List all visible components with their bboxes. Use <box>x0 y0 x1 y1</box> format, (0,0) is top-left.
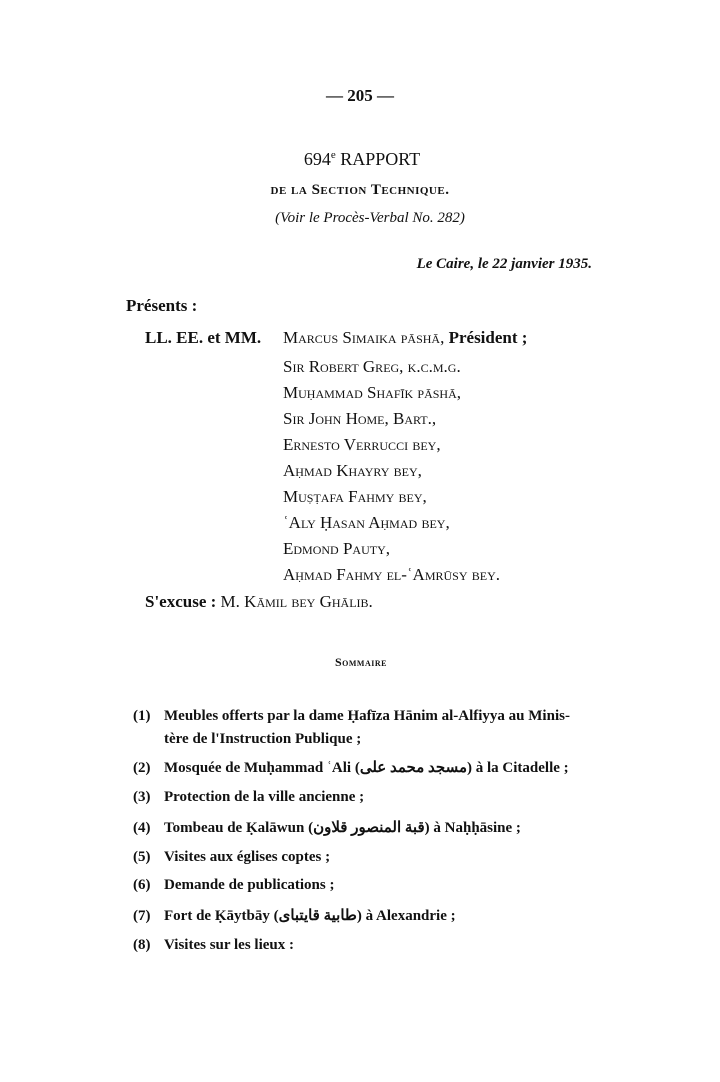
presents-label: Présents : <box>126 296 198 315</box>
item-location: à Alexandrie ; <box>365 908 456 924</box>
summary-item-continuation: tère de l'Instruction Publique ; <box>164 731 362 747</box>
item-text: Protection de la ville ancienne ; <box>164 789 365 805</box>
member-line <box>283 409 436 429</box>
arabic-name: قبة المنصور قلاون <box>313 820 425 836</box>
member-line <box>283 487 427 507</box>
report-number: 694 <box>303 149 331 169</box>
item-number: (4) <box>133 820 151 836</box>
member-name: Muṣṭafa Fahmy bey, <box>283 487 427 506</box>
summary-item: (2) Mosquée de Muḥammad ʿAli (مسجد محمد على) à la Citadelle ; <box>133 760 569 776</box>
dateline: Le Caire, le 22 janvier 1935. <box>416 256 592 272</box>
member-name: Edmond Pauty, <box>283 539 391 558</box>
summary-item <box>133 789 364 806</box>
item-location: à Naḥḥāsine ; <box>433 820 521 836</box>
summary-item <box>133 708 570 725</box>
item-number: (6) <box>133 877 151 893</box>
item-text: Meubles offerts par la dame Ḥafīza Hānim al-Alfiyya au Minis- <box>164 708 570 724</box>
member-name: Sir John Home, Bart., <box>283 409 437 428</box>
report-title <box>0 149 720 170</box>
member-name: Sir Robert Greg, k.c.m.g. <box>283 357 461 376</box>
members-intro: LL. EE. et MM. <box>145 328 262 347</box>
member-line <box>283 461 422 481</box>
member-name: Aḥmad Khayry bey, <box>283 461 422 480</box>
item-location: à la Citadelle ; <box>475 760 569 776</box>
member-name: Ernesto Verrucci bey, <box>283 435 441 454</box>
minutes-reference: (Voir le Procès-Verbal No. 282) <box>275 210 465 226</box>
page-number: — 205 — <box>326 86 394 105</box>
arabic-name: طابية قايتباى <box>278 908 357 924</box>
item-text: Fort de Ḳāytbāy <box>164 908 270 924</box>
summary-item <box>133 937 294 954</box>
arabic-name: مسجد محمد على <box>359 760 467 776</box>
item-number: (3) <box>133 789 151 805</box>
summary-heading: Sommaire <box>334 655 387 669</box>
item-text: Tombeau de Ḳalāwun <box>164 820 305 836</box>
member-line <box>283 565 500 585</box>
member-name: Aḥmad Fahmy el-ʿAmrūsy bey. <box>283 565 501 584</box>
item-text: Visites sur les lieux : <box>164 937 294 953</box>
report-word: RAPPORT <box>340 149 421 169</box>
excuse-label: S'excuse : <box>145 592 217 611</box>
report-number-suffix: e <box>330 149 336 161</box>
item-text: Demande de publications ; <box>164 877 335 893</box>
item-number: (5) <box>133 849 151 865</box>
member-line <box>283 328 527 348</box>
member-role: Président ; <box>448 328 528 347</box>
member-name: Muḥammad Shafīk pāshā, <box>283 383 462 402</box>
excused-name: M. Kāmil bey Ghālib. <box>220 592 373 611</box>
member-line <box>283 539 390 559</box>
member-name: ʿAly Ḥasan Aḥmad bey, <box>283 513 450 532</box>
summary-item: (7) Fort de Ḳāytbāy (طابية قايتباى) à Alexandrie ; <box>133 908 456 924</box>
item-number: (1) <box>133 708 151 724</box>
item-text: Visites aux églises coptes ; <box>164 849 331 865</box>
item-number: (8) <box>133 937 151 953</box>
member-name: Marcus Simaika pāshā, <box>283 328 445 347</box>
summary-item: (4) Tombeau de Ḳalāwun (قبة المنصور قلاون) à Naḥḥāsine ; <box>133 820 521 836</box>
item-number: (7) <box>133 908 151 924</box>
member-line <box>283 383 461 403</box>
summary-item <box>133 877 334 894</box>
excused-line <box>145 592 373 612</box>
member-line <box>283 513 450 533</box>
member-line <box>283 435 441 455</box>
item-number: (2) <box>133 760 151 776</box>
member-line <box>283 357 461 377</box>
report-subtitle: de la Section Technique. <box>270 182 450 198</box>
summary-item <box>133 849 330 866</box>
item-text: Mosquée de Muḥammad ʿAli <box>164 760 352 776</box>
